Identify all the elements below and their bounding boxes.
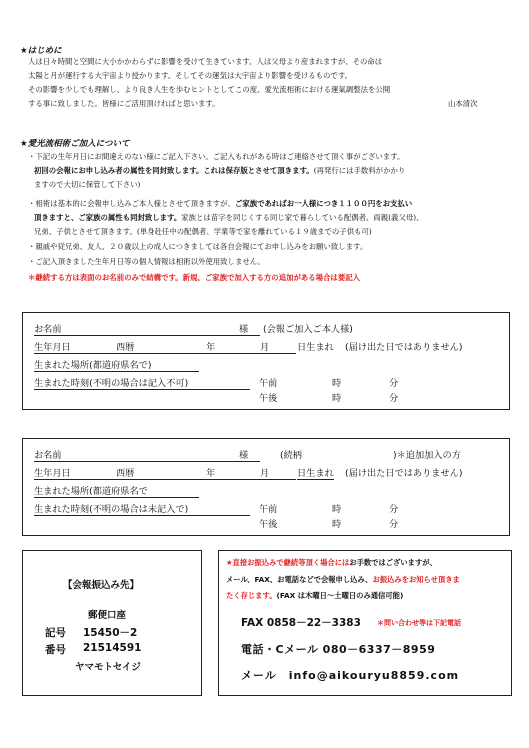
birthdate-field[interactable] (34, 339, 296, 354)
contact-l1-red: ★直接お振込みで継続等頂く場合には (226, 558, 350, 567)
am-label: 午前 (259, 378, 278, 389)
intro-line-1: 人は日々時間と空間に大小かかわらずに影響を受けて生きています。人は父母より産まれますが、その命は (28, 57, 383, 66)
intro-heading: ★はじめに (20, 46, 62, 56)
relation-label: (続柄 (280, 450, 302, 461)
am-hour-label: 時 (332, 378, 342, 389)
membership-p2-bold: 頂きますと、ご家族の属性も同封致します。 (34, 213, 182, 222)
intro-line-4: する事に致しました。皆様にご活用頂ければと思います。 (28, 99, 220, 108)
birth-label-2: 生年月日 (34, 468, 71, 479)
contact-l3-red: たく存じます。 (226, 591, 277, 600)
membership-p1-line1: ・下記の生年月日にお間違えのない様にご記入下さい。ご記入もれがある時はご連絡させて頂く事がございます。 (28, 152, 405, 161)
birthdate-field-2[interactable] (34, 465, 296, 480)
email-address[interactable]: メール info@aikouryu8859.com (241, 669, 460, 682)
sama-label: 様 (239, 324, 249, 335)
pm-hour-label-2: 時 (332, 519, 342, 530)
contact-l2-black: メール、FAX、お電話などで会報申し込み、 (226, 575, 373, 584)
birth-label: 生年月日 (34, 342, 71, 353)
pm-minute-label-2: 分 (389, 519, 399, 530)
member-form (22, 312, 510, 410)
birthplace-field[interactable]: 生まれた場所(都道府県名で) (34, 357, 199, 372)
contact-line-2 (226, 575, 460, 585)
phone-number: 電話・Cメール 080－6337－8959 (241, 643, 436, 656)
membership-p1-line3: ますので大切に保管して下さい) (34, 180, 141, 189)
birth-note: (届け出た日ではありません) (345, 342, 463, 353)
year-label-2: 年 (206, 468, 216, 479)
membership-p1-bold: 初回の会報にお申し込み者の属性を同封致します。これは保存版とさせて頂きます。 (34, 166, 314, 175)
membership-p2-line3: 兄弟、子供とさせて頂きます。(単身赴任中の配偶者、学業等で家を離れている１９歳までの子供も可) (34, 227, 372, 236)
am-hour-label-2: 時 (332, 504, 342, 515)
name-label-2: お名前 (34, 450, 62, 461)
contact-l3-black: (FAX は木曜日～土曜日のみ通信可能) (276, 591, 404, 600)
am-label-2: 午前 (259, 504, 278, 515)
membership-p2-b: ご家族であればお一人様につき１１００円をお支払い (234, 199, 413, 208)
born-day-label-2: 日生まれ (297, 465, 334, 480)
birth-note-2: (届け出た日ではありません) (345, 468, 463, 479)
birthplace-field-2[interactable]: 生まれた場所(都道府県名で (34, 483, 199, 498)
bango-label: 番号 (45, 644, 66, 656)
sama-label-2: 様 (239, 450, 249, 461)
born-day-label: 日生まれ (297, 342, 334, 353)
birthtime-field[interactable]: 生まれた時刻(不明の場合は記入不可) (34, 375, 250, 390)
pm-label: 午後 (259, 393, 278, 404)
birthtime-field-2[interactable]: 生まれた時刻(不明の場合は未記入で) (34, 501, 250, 516)
kigo-value: 15450－2 (83, 627, 138, 639)
seireki-label: 西暦 (116, 342, 135, 353)
name-label: お名前 (34, 324, 62, 335)
account-holder: ヤマモトセイジ (75, 662, 141, 673)
bango-value: 21514591 (83, 642, 142, 654)
membership-p2-a: ・相術は基本的に会報申し込みご本人様とさせて頂きますが、 (28, 199, 235, 208)
payment-title: 【会報振込み先】 (63, 580, 140, 591)
membership-p1-rest: (再発行には手数料がかかり (313, 166, 406, 175)
intro-signature: 山本清次 (448, 99, 478, 108)
kigo-label: 記号 (45, 627, 66, 639)
membership-p2-line1 (28, 197, 412, 211)
name-field[interactable] (34, 321, 260, 336)
pm-minute-label: 分 (389, 393, 399, 404)
membership-p2-line2 (34, 211, 424, 225)
membership-p2-rest: 家族とは苗字を同じくする同じ家で暮らしている配偶者、両親(義父母)、 (181, 213, 424, 222)
fax-note: ＊問い合わせ等は下記電話 (377, 619, 461, 627)
month-label: 月 (260, 342, 270, 353)
fax-number: FAX 0858－22－3383 (241, 617, 361, 629)
family-form (22, 438, 510, 536)
relation-end-label: )＊追加加入の方 (393, 450, 461, 461)
payment-box (22, 550, 202, 696)
pm-hour-label: 時 (332, 393, 342, 404)
membership-p4: ・ご記入頂きました生年月日等の個人情報は相術以外使用致しません。 (28, 257, 265, 266)
membership-notice: ＊継続する方は表面のお名前のみで結構です。新規、ご家族で加入する方の追加がある場合は要記入 (28, 273, 360, 282)
membership-p1-line2 (34, 164, 405, 178)
contact-l1-black: お手数ではございますが、 (349, 558, 437, 567)
bank-name: 郵便口座 (88, 610, 127, 621)
contact-line-1 (226, 558, 437, 568)
month-label-2: 月 (260, 468, 270, 479)
intro-line-3: その影響を少しでも理解し、より良き人生を歩むヒントとしてこの度、愛光流相術における運氣調整法を公開 (28, 85, 391, 94)
contact-l2-red: お振込みをお知らせ頂きま (372, 575, 460, 584)
name-field-2[interactable] (34, 447, 260, 462)
contact-box (218, 550, 512, 696)
am-minute-label-2: 分 (389, 504, 399, 515)
intro-line-2: 太陽と月が運行する大宇宙より授かります。そしてその運気は大宇宙より影響を受けるものです。 (28, 71, 353, 80)
year-label: 年 (206, 342, 216, 353)
am-minute-label: 分 (389, 378, 399, 389)
seireki-label-2: 西暦 (116, 468, 135, 479)
membership-p3: ・親戚や従兄弟、友人、２０歳以上の成人につきましては各自会報にてお申し込みをお願い致します。 (28, 242, 368, 251)
member-note: (会報ご加入ご本人様) (263, 324, 353, 335)
contact-line-3 (226, 591, 403, 601)
membership-heading: ★愛光流相術ご加入について (20, 139, 130, 149)
pm-label-2: 午後 (259, 519, 278, 530)
